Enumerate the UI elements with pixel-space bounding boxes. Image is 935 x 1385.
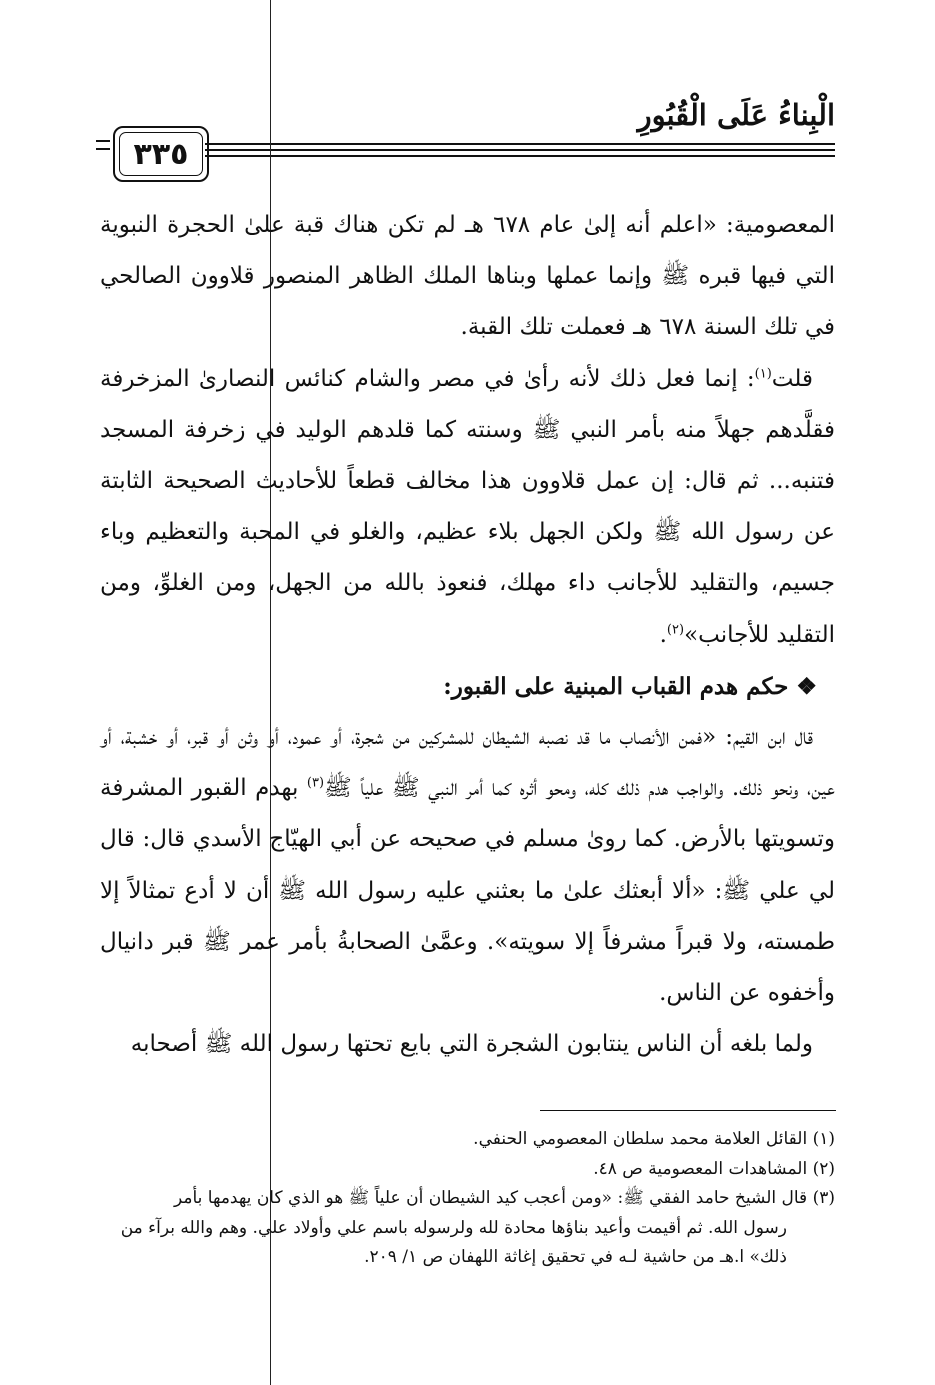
footnote-ref-1[interactable]: (١) — [754, 365, 772, 381]
paragraph-1: المعصومية: «اعلم أنه إلىٰ عام ٦٧٨ هـ لم تكن هناك قبة علىٰ الحجرة النبوية التي فيها قبره ﷺ وإنما عملها وبناها الملك الظاهر المنصور قلاوون الصالحي في تلك السنة ٦٧٨ هـ فعملت تلك القبة. — [100, 212, 835, 341]
page-number-frame — [113, 126, 209, 182]
footnote-2 — [100, 1155, 835, 1185]
running-head-title: الْبِناءُ عَلَى الْقُبُورِ — [637, 98, 835, 132]
paragraph-4: ولما بلغه أن الناس ينتابون الشجرة التي بايع تحتها رسول الله ﷺ أصحابه — [130, 1031, 813, 1058]
footnote-2-number: (٢) — [812, 1158, 835, 1179]
paragraph-3 — [100, 712, 835, 1019]
paragraph-2 — [100, 354, 835, 661]
footnote-separator — [540, 1110, 836, 1111]
footnote-3-continuation: ذلك» ا.هـ من حاشية لـه في تحقيق إغاثة اللهفان ص ١/ ٢٠٩. — [364, 1247, 787, 1267]
footnotes — [100, 1125, 835, 1273]
section-heading — [100, 661, 835, 712]
footnote-3 — [100, 1184, 835, 1214]
header-rule — [205, 149, 835, 151]
paragraph-2-lead: قلت — [771, 365, 813, 392]
paragraph-3-part-b: بهدم القبور المشرفة وتسويتها بالأرض. كما روىٰ مسلم في صحيحه عن أبي الهيّاج الأسدي قال: قال لي علي ﷺ: «ألا أبعثك علىٰ ما بعثني عليه رسول الله ﷺ أن لا أدع تمثالاً إلا طمسته، ولا قبراً مشرفاً إلا سويته». وعمَّىٰ الصحابةُ بأمر عمر ﷺ قبر دانيال وأخفوه عن الناس. — [100, 775, 835, 1007]
footnote-3-text: قال الشيخ حامد الفقي ﷺ: «ومن أعجب كيد الشيطان أن علياً ﷺ هو الذي كان يهدمها بأمر — [174, 1188, 808, 1208]
footnote-1 — [100, 1125, 835, 1155]
paragraph-3-part-a: قال ابن القيم: «فمن الأنصاب ما قد نصبه الشيطان للمشركين من شجرة، أو عمود، أو وثن أو قبر، أو خشبة، أو عين، ونحو ذلك. والواجب هدم ذلك كله، ومحو أثره كما أمر النبي ﷺ علياً ﷺ — [100, 724, 835, 802]
page-number: ٣٣٥ — [119, 132, 203, 176]
header-rule — [205, 143, 835, 145]
footnote-3-continuation: رسول الله. ثم أقيمت وأعيد بناؤها محادة لله ولرسوله باسم علي وأولاد علي. وهم والله برآء من — [120, 1217, 787, 1238]
section-heading-text: حكم هدم القباب المبنية على القبور: — [443, 672, 789, 700]
footnote-1-text: القائل العلامة محمد سلطان المعصومي الحنفي. — [473, 1129, 808, 1149]
paragraph-2-end: . — [659, 621, 667, 648]
footnote-ref-3[interactable]: (٣) — [306, 775, 325, 791]
header-rule — [205, 155, 835, 157]
footnote-1-number: (١) — [812, 1129, 835, 1149]
footnote-2-text: المشاهدات المعصومية ص ٤٨. — [593, 1158, 808, 1179]
diamond-bullet-icon: ❖ — [796, 672, 817, 700]
paragraph-2-body: : إنما فعل ذلك لأنه رأىٰ في مصر والشام كنائس النصارىٰ المزخرفة فقلَّدهم جهلاً منه بأمر النبي ﷺ وسنته كما قلدهم الوليد في زخرفة المسجد فتنبه... ثم قال: إن عمل قلاوون هذا مخالف قطعاً للأحاديث الصحيحة الثابتة عن رسول الله ﷺ ولكن الجهل بلاء عظيم، والغلو في المحبة والتعظيم وباء جسيم، والتقليد للأجانب داء مهلك، فنعوذ بالله من الجهل، ومن الغلوِّ، ومن التقليد للأجانب» — [100, 365, 835, 648]
footnote-ref-2[interactable]: (٢) — [666, 621, 685, 637]
footnote-3-number: (٣) — [812, 1188, 835, 1208]
frame-ornament — [96, 140, 110, 154]
main-text — [100, 200, 835, 1070]
